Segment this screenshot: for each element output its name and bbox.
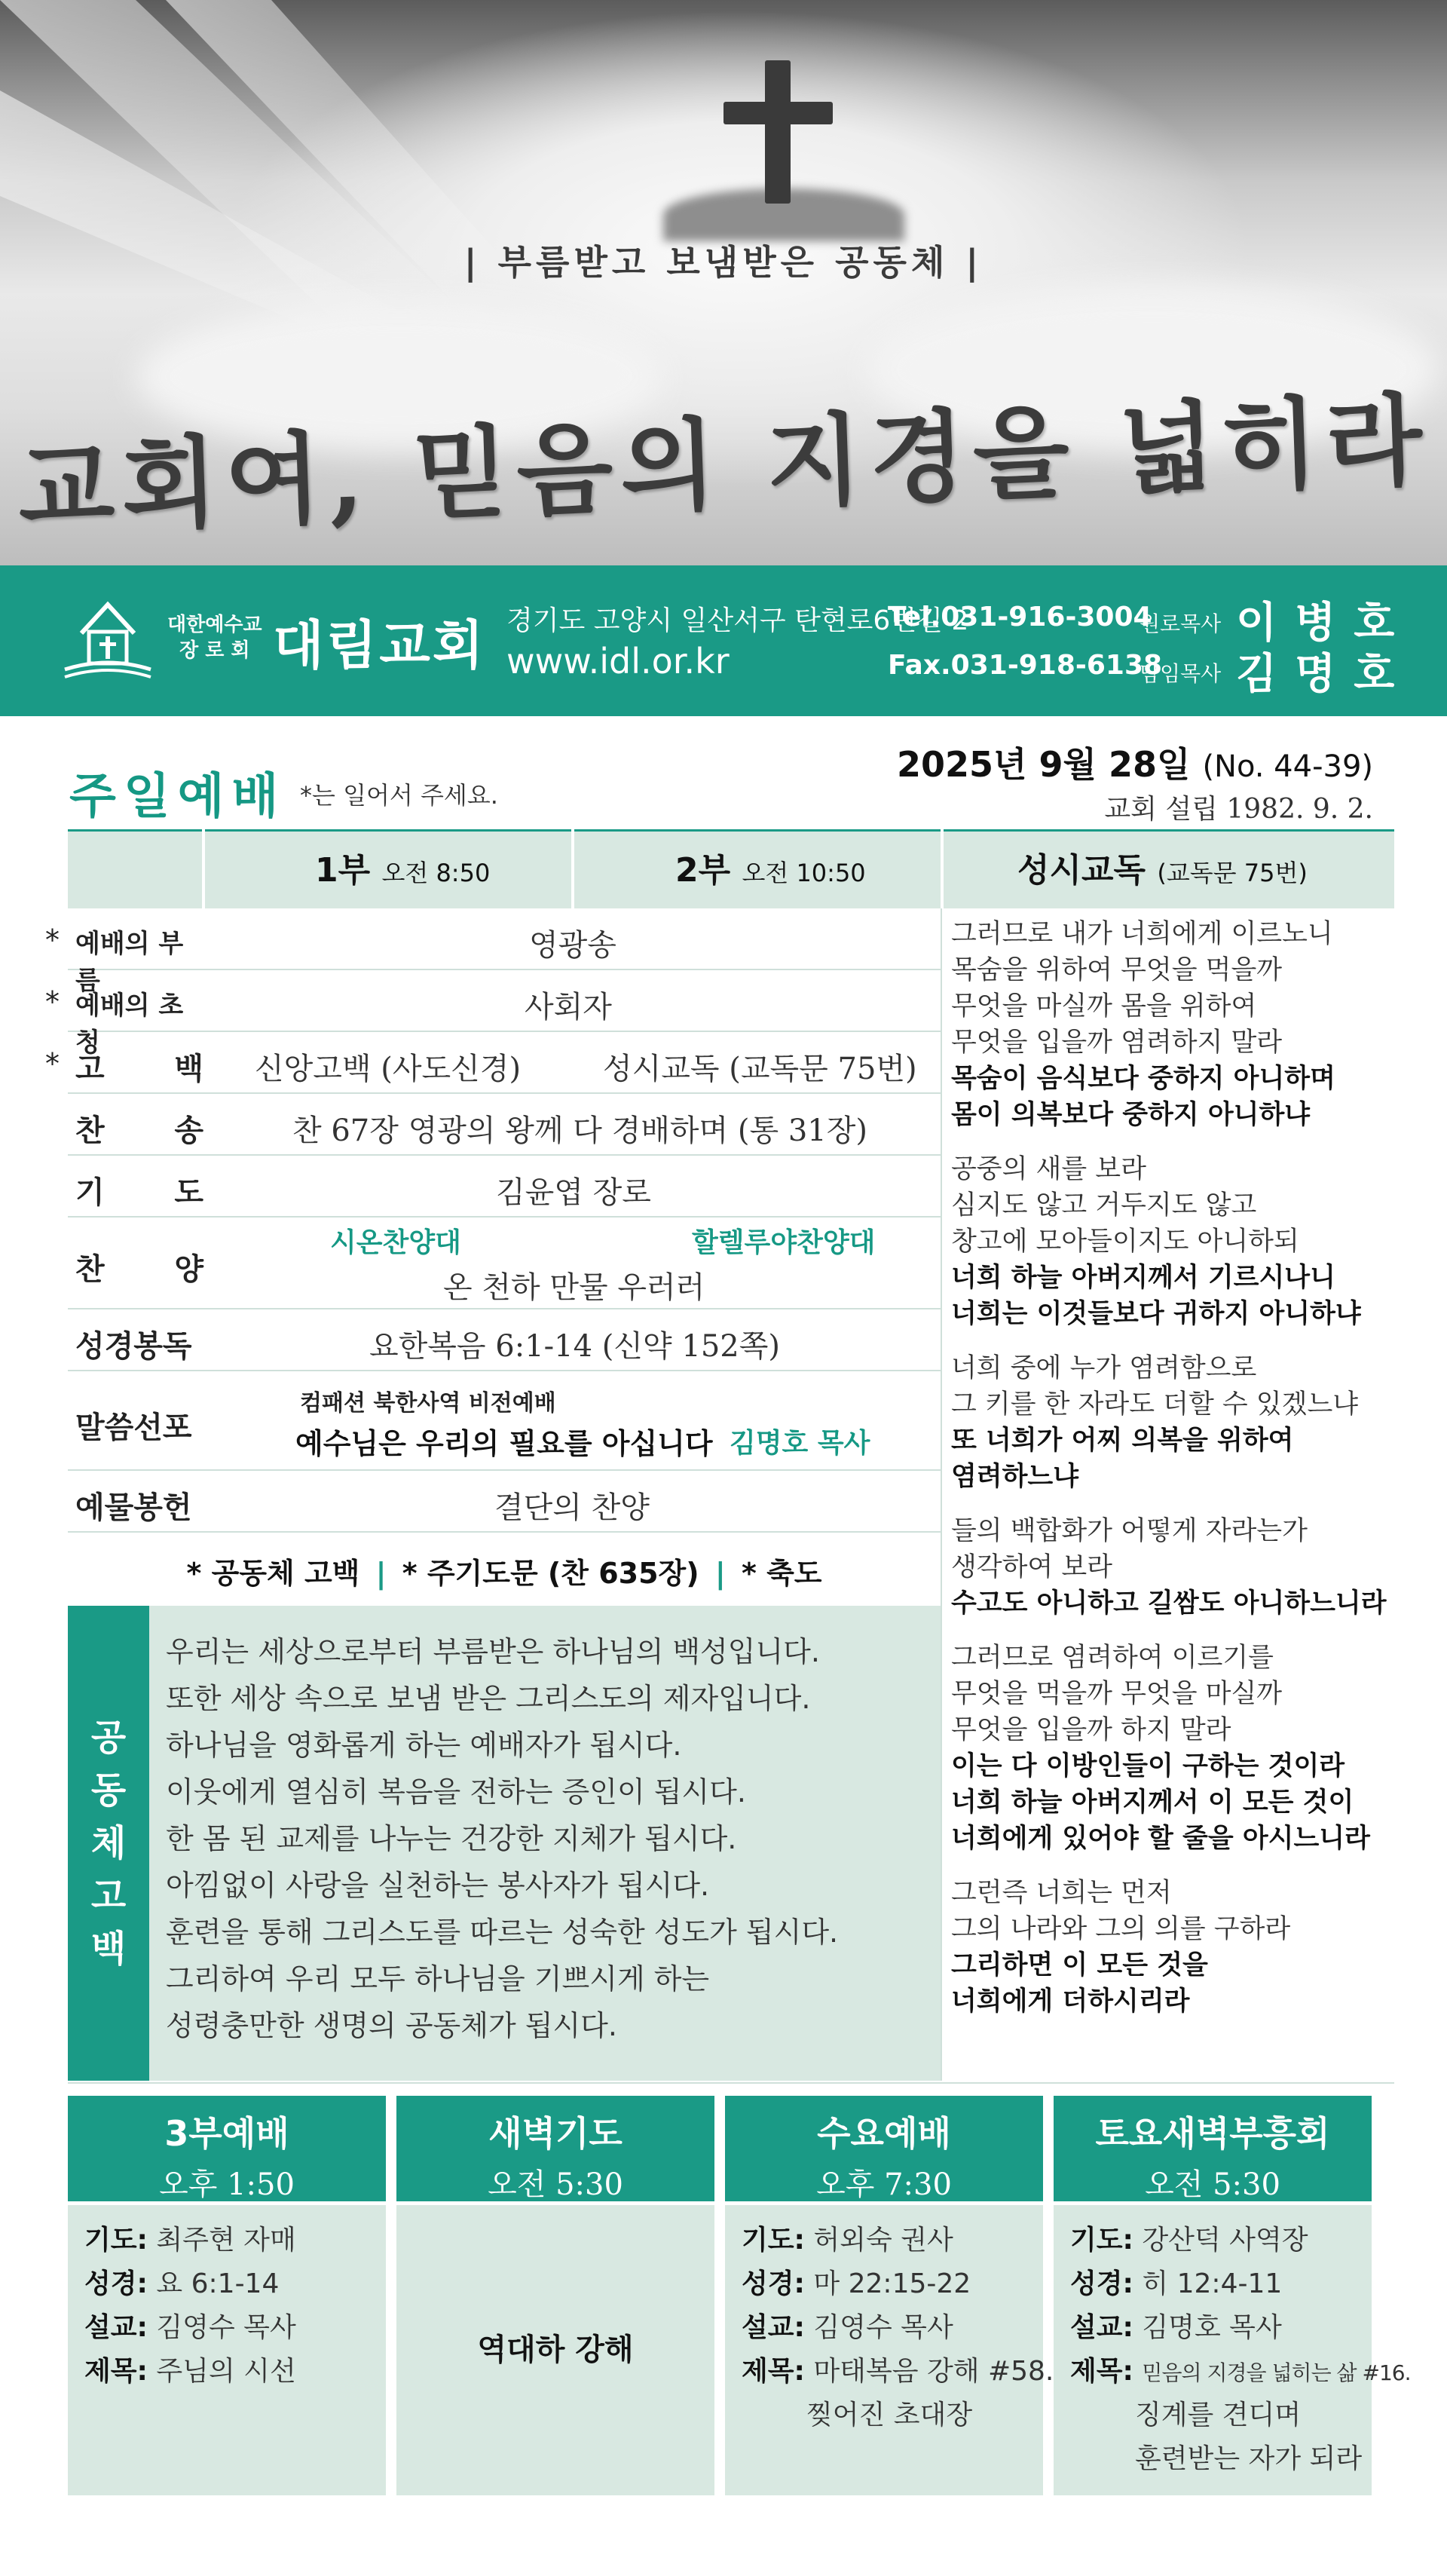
order-value-invite: 사회자	[525, 990, 612, 1025]
confession-tab-char: 공	[90, 1717, 127, 1759]
issue-number: (No. 44-39)	[1202, 749, 1373, 784]
confession-line: 한 몸 된 교제를 나누는 건강한 지체가 됩시다.	[166, 1822, 737, 1855]
schedule-title-continuation: 찢어진 초대장	[806, 2400, 973, 2431]
confession-line: 성령충만한 생명의 공동체가 됩시다.	[166, 2009, 617, 2042]
stand-note: *는 일어서 주세요.	[300, 781, 498, 810]
order-label-invite: 예배의 초청	[75, 991, 184, 1058]
scripture-response-line: 염려하느냐	[951, 1462, 1079, 1492]
scripture-response-line: 너희는 이것들보다 귀하지 아니하냐	[951, 1299, 1361, 1329]
denomination-line1: 대한예수교	[167, 614, 262, 636]
order-label-confession	[75, 1045, 203, 1088]
closing-order	[68, 1550, 941, 1591]
schedule-title: 3부예배	[164, 2113, 289, 2154]
schedule-item	[1070, 2262, 1282, 2301]
scripture-stanza	[951, 1151, 1388, 1332]
schedule-time: 오전 5:30	[1145, 2167, 1280, 2202]
scripture-leader-line: 공중의 새를 보라	[951, 1154, 1146, 1184]
hero-banner	[0, 0, 1447, 565]
schedule-item-value: 김영수 목사	[813, 2312, 953, 2343]
order-value-responsive: 성시교독 (교독문 75번)	[603, 1052, 917, 1086]
church-logo-icon	[59, 588, 157, 686]
order-value-prayer: 김윤엽 장로	[496, 1175, 651, 1210]
divider: |	[375, 1557, 387, 1590]
schedule-item-value: 마태복음 강해 #58.	[813, 2356, 1054, 2387]
scripture-response-line: 너희 하늘 아버지께서 이 모든 것이	[951, 1787, 1354, 1818]
order-label-hymn	[75, 1107, 203, 1150]
second-service-label: 2부	[675, 851, 731, 890]
order-value-creed: 신앙고백 (사도신경)	[255, 1052, 522, 1086]
role-senior: 담임목사	[1140, 661, 1222, 686]
scripture-leader-line: 들의 백합화가 어떻게 자라는가	[951, 1516, 1308, 1546]
schedule-item-key: 기도:	[742, 2225, 805, 2256]
scripture-leader-line: 무엇을 먹을까 무엇을 마실까	[951, 1679, 1283, 1709]
label-char: 찬	[75, 1113, 105, 1148]
scripture-leader-line: 창고에 모아들이지도 아니하되	[951, 1227, 1299, 1257]
order-label-sermon: 말씀선포	[75, 1411, 192, 1445]
closing-lords-prayer: * 주기도문 (찬 635장)	[402, 1557, 699, 1590]
scripture-response-line: 너희에게 있어야 할 줄을 아시느니라	[951, 1824, 1370, 1854]
responsive-reading-text	[951, 916, 1388, 2038]
schedule-time: 오전 5:30	[488, 2167, 623, 2202]
hero-headline: 교회여, 믿음의 지경을 넓히라	[16, 381, 1432, 548]
schedule-title-continuation: 징계를 견디며	[1135, 2400, 1302, 2431]
first-service-header	[315, 843, 490, 891]
scripture-leader-line: 무엇을 입을까 염려하지 말라	[951, 1028, 1283, 1058]
confession-line: 하나님을 영화롭게 하는 예배자가 됩시다.	[166, 1729, 682, 1762]
schedule-item	[742, 2306, 953, 2345]
schedule-card-header	[725, 2096, 1043, 2201]
label-char: 송	[174, 1113, 203, 1148]
hero-tagline: | 부름받고 보냄받은 공동체 |	[463, 242, 984, 283]
confession-tab	[68, 1606, 149, 2081]
founded-date: 교회 설립 1982. 9. 2.	[1104, 794, 1373, 825]
label-char: 기	[75, 1175, 105, 1210]
scripture-stanza	[951, 1513, 1388, 1622]
order-label-call: 예배의 부름	[75, 929, 184, 996]
confession-line: 또한 세상 속으로 보냄 받은 그리스도의 제자입니다.	[166, 1682, 811, 1715]
date-text: 2025년 9월 28일	[897, 744, 1191, 785]
church-address: 경기도 고양시 일산서구 탄현로6번길 2	[506, 605, 969, 636]
schedule-item-value: 최주현 자매	[156, 2225, 296, 2256]
second-service-header	[675, 843, 866, 891]
schedule-item	[1070, 2219, 1308, 2257]
confession-line: 이웃에게 열심히 복음을 전하는 증인이 됩시다.	[166, 1775, 746, 1809]
schedule-title-continuation: 훈련받는 자가 되라	[1135, 2443, 1363, 2474]
label-char: 양	[174, 1252, 203, 1287]
scripture-stanza	[951, 1875, 1388, 2020]
scripture-leader-line: 그러므로 내가 너희에게 이르노니	[951, 919, 1333, 949]
schedule-item	[1070, 2306, 1282, 2345]
schedule-item	[84, 2219, 296, 2257]
pastor-senior-name: 김명호	[1236, 650, 1413, 699]
first-service-time: 오전 8:50	[381, 859, 491, 887]
confession-line: 그리하여 우리 모두 하나님을 기쁘시게 하는	[166, 1962, 710, 1996]
scripture-leader-line: 그런즉 너희는 먼저	[951, 1878, 1172, 1908]
scripture-leader-line: 무엇을 마실까 몸을 위하여	[951, 991, 1257, 1022]
schedule-item	[84, 2350, 296, 2388]
first-service-label: 1부	[315, 851, 371, 890]
schedule-item-value: 김영수 목사	[156, 2312, 296, 2343]
order-label-offering: 예물봉헌	[75, 1490, 192, 1525]
scripture-response-line: 목숨이 음식보다 중하지 아니하며	[951, 1064, 1335, 1094]
order-value-call: 영광송	[529, 928, 616, 963]
schedule-title: 새벽기도	[488, 2113, 623, 2154]
label-char: 백	[174, 1052, 203, 1086]
scripture-leader-line: 심지도 않고 거두지도 않고	[951, 1190, 1257, 1221]
stand-mark: *	[45, 985, 60, 1018]
scripture-leader-line: 그러므로 염려하여 이르기를	[951, 1643, 1274, 1673]
denomination	[167, 612, 262, 663]
schedule-item	[84, 2262, 279, 2301]
church-name: 대림교회	[273, 614, 486, 676]
section-divider	[68, 2082, 1394, 2084]
schedule-time: 오후 1:50	[159, 2167, 295, 2202]
confession-tab-char: 고	[90, 1875, 127, 1917]
schedule-card-body	[68, 2205, 386, 2495]
table-header-blank	[68, 829, 202, 908]
closing-benediction: * 축도	[741, 1557, 822, 1590]
schedule-item	[742, 2350, 1054, 2388]
divider: |	[714, 1557, 726, 1590]
confession-tab-char: 체	[90, 1822, 127, 1864]
scripture-response-line: 그리하면 이 모든 것을	[951, 1950, 1208, 1980]
schedule-item-key: 설교:	[84, 2312, 148, 2343]
confession-tab-char: 백	[90, 1928, 127, 1970]
sermon-series: 컴패션 북한사역 비전예배	[300, 1390, 556, 1417]
confession-lines	[166, 1628, 838, 2049]
scripture-response-line: 몸이 의복보다 중하지 아니하냐	[951, 1100, 1311, 1130]
choir-second-service: 할렐루야찬양대	[692, 1227, 876, 1258]
scripture-response-line: 이는 다 이방인들이 구하는 것이라	[951, 1751, 1345, 1781]
schedule-item-value: 주님의 시선	[156, 2356, 296, 2387]
schedule-item-key: 기도:	[1070, 2225, 1133, 2256]
schedule-card-header	[396, 2096, 714, 2201]
role-emeritus: 원로목사	[1140, 611, 1222, 636]
church-fax: Fax.031-918-6138	[888, 650, 1163, 681]
order-label-prayer	[75, 1169, 203, 1211]
stand-mark: *	[45, 924, 60, 957]
order-value-offering: 결단의 찬양	[494, 1490, 650, 1525]
denomination-line2: 장 로 회	[179, 639, 250, 662]
label-char: 고	[75, 1052, 105, 1086]
scripture-response-line: 너희에게 더하시리라	[951, 1986, 1190, 2017]
confession-line: 우리는 세상으로부터 부름받은 하나님의 백성입니다.	[166, 1635, 820, 1668]
schedule-item	[742, 2262, 971, 2301]
bulletin-date	[897, 737, 1373, 787]
order-label-praise	[75, 1245, 203, 1288]
scripture-stanza	[951, 1640, 1388, 1857]
responsive-reading-note: (교독문 75번)	[1157, 859, 1308, 887]
schedule-item-key: 제목:	[742, 2356, 805, 2387]
scripture-leader-line: 그의 나라와 그의 의를 구하라	[951, 1914, 1291, 1944]
sermon-preacher: 김명호 목사	[730, 1428, 870, 1459]
scripture-leader-line: 목숨을 위하여 무엇을 먹을까	[951, 955, 1283, 985]
cross-icon	[765, 60, 791, 204]
scripture-leader-line: 생각하여 보라	[951, 1552, 1112, 1582]
responsive-reading-header	[1017, 843, 1308, 891]
schedule-item-key: 제목:	[1070, 2356, 1133, 2387]
confession-tab-char: 동	[90, 1769, 127, 1812]
schedule-item-key: 제목:	[84, 2356, 148, 2387]
schedule-item-value: 히 12:4-11	[1142, 2268, 1283, 2299]
schedule-card	[68, 2096, 386, 2495]
responsive-reading-label: 성시교독	[1017, 851, 1146, 890]
schedule-item-value: 김명호 목사	[1142, 2312, 1282, 2343]
schedule-item-value: 믿음의 지경을 넓히는 삶 #16.	[1142, 2360, 1411, 2385]
order-value-reading: 요한복음 6:1-14 (신약 152쪽)	[369, 1329, 780, 1364]
schedule-item-key: 설교:	[742, 2312, 805, 2343]
scripture-leader-line: 너희 중에 누가 염려함으로	[951, 1353, 1257, 1383]
closing-confession: * 공동체 고백	[186, 1557, 360, 1590]
schedule-center-text: 역대하 강해	[477, 2332, 634, 2367]
schedule-item-key: 성경:	[84, 2268, 148, 2299]
sermon-title: 예수님은 우리의 필요를 아십니다	[295, 1427, 713, 1460]
stand-mark: *	[45, 1047, 60, 1080]
scripture-stanza	[951, 1350, 1388, 1495]
second-service-time: 오전 10:50	[742, 859, 866, 887]
scripture-leader-line: 무엇을 입을까 하지 말라	[951, 1715, 1231, 1745]
order-value-praise: 온 천하 만물 우러러	[443, 1270, 705, 1305]
scripture-response-line: 또 너희가 어찌 의복을 위하여	[951, 1426, 1294, 1456]
schedule-card-body	[396, 2205, 714, 2495]
confession-line: 훈련을 통해 그리스도를 따르는 성숙한 성도가 됩시다.	[166, 1916, 839, 1949]
schedule-item-value: 강산덕 사역장	[1142, 2225, 1308, 2256]
schedule-card-body	[725, 2205, 1054, 2495]
schedule-card	[725, 2096, 1054, 2495]
schedule-card-body	[1054, 2205, 1411, 2495]
schedule-item-key: 기도:	[84, 2225, 148, 2256]
schedule-item	[84, 2306, 296, 2345]
label-char: 찬	[75, 1252, 105, 1287]
scripture-leader-line: 그 키를 한 자라도 더할 수 있겠느냐	[951, 1389, 1359, 1420]
church-website-link[interactable]: www.idl.or.kr	[506, 641, 730, 682]
worship-section-title: 주일예배	[69, 769, 286, 825]
cross-icon-bar	[724, 102, 833, 124]
schedule-item-value: 허외숙 권사	[813, 2225, 953, 2256]
choir-first-service: 시온찬양대	[330, 1227, 461, 1258]
scripture-response-line: 너희 하늘 아버지께서 기르시나니	[951, 1263, 1335, 1293]
schedule-title: 토요새벽부흥회	[1095, 2113, 1330, 2154]
column-divider	[941, 908, 942, 2081]
schedule-time: 오후 7:30	[816, 2167, 952, 2202]
schedule-item-key: 성경:	[742, 2268, 805, 2299]
community-confession-box	[68, 1606, 941, 2081]
pastor-emeritus-name: 이병호	[1236, 599, 1413, 648]
church-phone: Tel.031-916-3004	[888, 602, 1152, 633]
order-value-hymn: 찬 67장 영광의 왕께 다 경배하며 (통 31장)	[292, 1113, 867, 1148]
schedule-item-key: 성경:	[1070, 2268, 1133, 2299]
confession-line: 아낌없이 사랑을 실천하는 봉사자가 됩시다.	[166, 1869, 710, 1902]
schedule-card	[1054, 2096, 1411, 2495]
church-info-banner	[0, 565, 1447, 716]
schedule-card-header	[1054, 2096, 1372, 2201]
schedule-item-value: 요 6:1-14	[156, 2268, 280, 2299]
scripture-response-line: 수고도 아니하고 길쌈도 아니하느니라	[951, 1588, 1387, 1619]
schedule-item	[742, 2219, 953, 2257]
scripture-stanza	[951, 916, 1388, 1133]
label-char: 도	[174, 1175, 203, 1210]
order-label-reading: 성경봉독	[75, 1329, 192, 1364]
schedule-card-header	[68, 2096, 386, 2201]
schedule-item	[1070, 2350, 1410, 2388]
schedule-title: 수요예배	[817, 2113, 951, 2154]
schedule-card	[396, 2096, 714, 2495]
schedule-item-value: 마 22:15-22	[813, 2268, 971, 2299]
schedule-item-key: 설교:	[1070, 2312, 1133, 2343]
